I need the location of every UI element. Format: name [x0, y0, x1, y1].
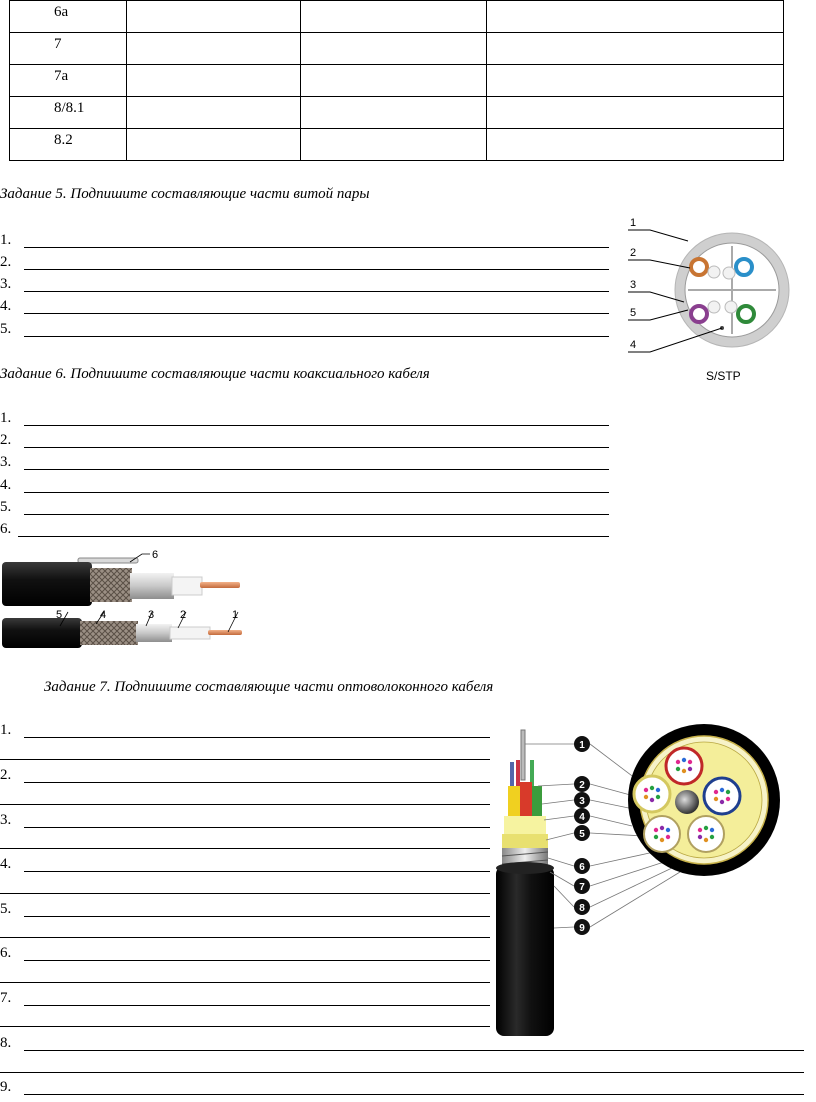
underline — [24, 291, 609, 292]
table-cell[interactable] — [487, 33, 784, 65]
callout-label: 1 — [630, 217, 637, 229]
fiber-optic-figure — [494, 716, 786, 1036]
underline-continuation[interactable] — [0, 759, 490, 760]
item-number: 8. — [0, 1035, 12, 1051]
answer-line[interactable] — [0, 811, 492, 831]
underline — [24, 313, 609, 314]
item-number: 5. — [0, 321, 12, 337]
table-cell[interactable] — [487, 1, 784, 33]
callout-marker — [574, 899, 590, 915]
answer-line[interactable] — [0, 431, 612, 451]
callout-label: 7 — [579, 882, 585, 893]
task6-title: Задание 6. Подпишите составляющие части коаксиального кабеля — [0, 366, 430, 382]
answer-line[interactable] — [0, 721, 492, 741]
answer-line[interactable] — [0, 253, 612, 273]
task7-title: Задание 7. Подпишите составляющие части оптоволоконного кабеля — [44, 679, 494, 695]
fiber-tube-blue — [704, 778, 740, 814]
callout-label: 8 — [579, 903, 585, 914]
table-cell[interactable] — [487, 129, 784, 161]
item-number: 4. — [0, 856, 12, 872]
underline-continuation[interactable] — [0, 937, 490, 938]
underline — [24, 1094, 804, 1095]
fiber-cross-section — [628, 724, 780, 876]
callout-label: 3 — [630, 279, 637, 291]
callout-marker — [574, 919, 590, 935]
callout-label: 6 — [579, 862, 585, 873]
table-cell-label: 7a — [10, 65, 127, 97]
item-number: 3. — [0, 454, 12, 470]
item-number: 5. — [0, 499, 12, 515]
answer-line[interactable] — [0, 855, 492, 875]
answer-line[interactable] — [0, 498, 612, 518]
answer-line[interactable] — [0, 297, 612, 317]
parts-table — [9, 0, 784, 161]
table-cell-label: 6a — [10, 1, 127, 33]
table-cell[interactable] — [301, 97, 487, 129]
table-cell[interactable] — [127, 1, 301, 33]
item-number: 4. — [0, 477, 12, 493]
item-number: 1. — [0, 722, 12, 738]
table-cell[interactable] — [301, 65, 487, 97]
fiber-callouts — [574, 736, 590, 935]
table-cell[interactable] — [301, 1, 487, 33]
table-cell[interactable] — [487, 65, 784, 97]
table-row — [10, 129, 784, 161]
table-cell-label: 8.2 — [10, 129, 127, 161]
answer-line[interactable] — [0, 275, 612, 295]
item-number: 1. — [0, 232, 12, 248]
underline — [24, 492, 609, 493]
underline — [24, 247, 609, 248]
underline — [24, 1005, 490, 1006]
callout-label: 3 — [579, 796, 585, 807]
underline — [24, 960, 490, 961]
callout-label: 4 — [630, 339, 637, 351]
callout-marker — [574, 808, 590, 824]
callout-marker — [574, 776, 590, 792]
underline — [18, 536, 609, 537]
underline-continuation[interactable] — [0, 848, 490, 849]
item-number: 3. — [0, 812, 12, 828]
callout-label: 9 — [579, 923, 585, 934]
fiber-tube-white — [688, 816, 724, 852]
twisted-pair-figure — [622, 208, 794, 388]
answer-line[interactable] — [0, 320, 612, 340]
task5-title: Задание 5. Подпишите составляющие части витой пары — [0, 186, 370, 202]
item-number: 5. — [0, 901, 12, 917]
fiber-tube-yellow — [634, 776, 670, 812]
item-number: 6. — [0, 521, 12, 537]
underline-continuation[interactable] — [0, 982, 490, 983]
table-cell[interactable] — [301, 33, 487, 65]
underline-continuation[interactable] — [0, 804, 490, 805]
item-number: 1. — [0, 410, 12, 426]
callout-label: 2 — [630, 247, 637, 259]
item-number: 3. — [0, 276, 12, 292]
central-strength-member — [675, 790, 699, 814]
callout-label: 6 — [152, 549, 159, 561]
table-cell[interactable] — [127, 97, 301, 129]
callout-label: 1 — [579, 740, 585, 751]
callout-marker — [574, 736, 590, 752]
item-number: 2. — [0, 767, 12, 783]
underline — [24, 269, 609, 270]
underline — [24, 782, 490, 783]
coax-cable-top — [2, 558, 240, 606]
item-number: 2. — [0, 432, 12, 448]
underline — [24, 827, 490, 828]
table-row — [10, 97, 784, 129]
table-cell-label: 7 — [10, 33, 127, 65]
answer-line[interactable] — [0, 1078, 806, 1098]
callout-label: 5 — [579, 829, 585, 840]
underline-continuation[interactable] — [0, 1072, 804, 1073]
table-cell-label: 8/8.1 — [10, 97, 127, 129]
item-number: 2. — [0, 254, 12, 270]
callout-label: 3 — [148, 609, 155, 621]
table-cell[interactable] — [127, 65, 301, 97]
callout-marker — [574, 825, 590, 841]
answer-line[interactable] — [0, 409, 612, 429]
underline — [24, 447, 609, 448]
answer-line[interactable] — [0, 900, 492, 920]
callout-label: 4 — [579, 812, 585, 823]
underline — [24, 425, 609, 426]
table-cell[interactable] — [301, 129, 487, 161]
underline — [24, 871, 490, 872]
callout-label: 2 — [180, 609, 187, 621]
callout-label: 5 — [56, 609, 63, 621]
callout-label: 4 — [100, 609, 107, 621]
item-number: 9. — [0, 1079, 12, 1095]
table-cell[interactable] — [127, 129, 301, 161]
underline-continuation[interactable] — [0, 893, 490, 894]
item-number: 4. — [0, 298, 12, 314]
answer-line[interactable] — [0, 231, 612, 251]
underline — [24, 469, 609, 470]
callout-label: 5 — [630, 307, 637, 319]
underline — [24, 737, 490, 738]
underline — [24, 916, 490, 917]
callout-marker — [574, 792, 590, 808]
underline — [24, 336, 609, 337]
fiber-cable-side-view — [496, 730, 554, 1036]
callout-label: 2 — [579, 780, 585, 791]
answer-line[interactable] — [0, 989, 492, 1009]
underline-continuation[interactable] — [0, 1026, 490, 1027]
table-row — [10, 65, 784, 97]
callout-marker — [574, 858, 590, 874]
callout-marker — [574, 878, 590, 894]
table-cell[interactable] — [127, 33, 301, 65]
answer-line[interactable] — [0, 944, 492, 964]
coax-cable-bottom — [2, 618, 242, 648]
answer-line[interactable] — [0, 766, 492, 786]
answer-line[interactable] — [0, 476, 612, 496]
underline — [24, 514, 609, 515]
table-cell[interactable] — [487, 97, 784, 129]
fiber-tube-red — [666, 748, 702, 784]
callout-label: 1 — [232, 609, 239, 621]
coaxial-cable-figure — [0, 544, 260, 654]
answer-line[interactable] — [0, 453, 612, 473]
underline — [24, 1050, 804, 1051]
answer-line[interactable] — [0, 1034, 806, 1054]
figure-caption: S/STP — [706, 369, 741, 383]
table-row — [10, 1, 784, 33]
fiber-tube-white — [644, 816, 680, 852]
item-number: 6. — [0, 945, 12, 961]
table-row — [10, 33, 784, 65]
item-number: 7. — [0, 990, 12, 1006]
answer-line[interactable] — [0, 520, 612, 540]
